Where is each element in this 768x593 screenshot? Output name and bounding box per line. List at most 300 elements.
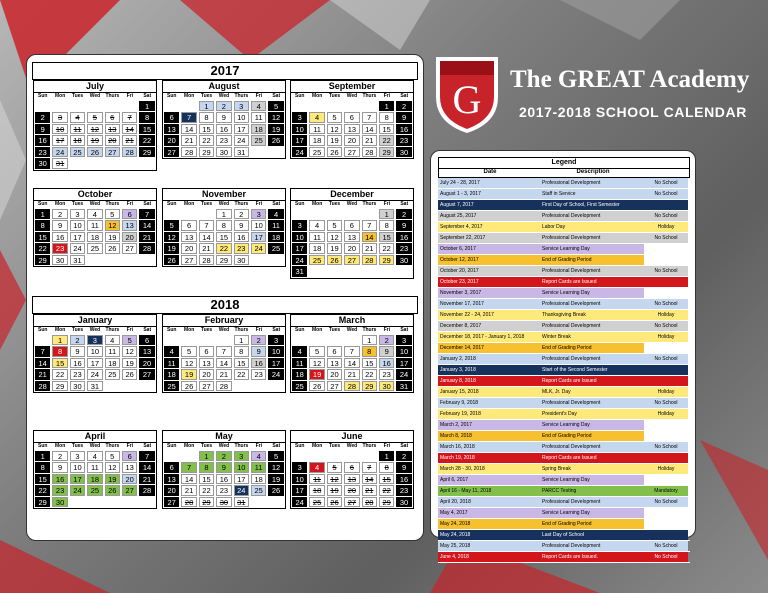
legend-row bbox=[438, 541, 690, 552]
week-row bbox=[291, 243, 413, 255]
day-cell: 14 bbox=[344, 358, 359, 369]
weekday-label: Wed bbox=[346, 93, 358, 99]
legend-row bbox=[438, 222, 690, 233]
day-cell: 20 bbox=[139, 358, 154, 369]
month-september bbox=[290, 80, 414, 159]
legend-date: April 6, 2017 bbox=[438, 475, 540, 485]
day-cell: 21 bbox=[181, 485, 196, 496]
weekday-label: Thurs bbox=[362, 93, 377, 99]
legend-row bbox=[438, 486, 690, 497]
week-row bbox=[163, 380, 285, 392]
day-cell: 17 bbox=[292, 243, 307, 254]
legend-date: February 9, 2018 bbox=[438, 398, 540, 408]
weekday-label: Tues bbox=[71, 327, 84, 333]
month-december bbox=[290, 188, 414, 279]
weekday-label: Mon bbox=[311, 93, 323, 99]
day-cell: 7 bbox=[139, 209, 154, 220]
day-cell: 17 bbox=[292, 485, 307, 496]
day-cell: 7 bbox=[139, 451, 154, 462]
weekday-header bbox=[163, 93, 285, 100]
day-cell: 13 bbox=[105, 124, 120, 135]
legend-description: Start of the Second Semester bbox=[540, 365, 644, 375]
legend-description: End of Grading Period bbox=[540, 343, 644, 353]
day-cell: 20 bbox=[122, 474, 137, 485]
legend-date: July 24 - 28, 2017 bbox=[438, 178, 540, 188]
day-cell: 23 bbox=[396, 135, 411, 146]
day-cell: 7 bbox=[344, 346, 359, 357]
weekday-label: Tues bbox=[200, 327, 213, 333]
day-cell: 10 bbox=[52, 124, 67, 135]
legend-row bbox=[438, 288, 690, 299]
day-cell: 28 bbox=[362, 255, 377, 266]
day-cell: 1 bbox=[362, 335, 377, 346]
day-cell: 20 bbox=[164, 485, 179, 496]
legend-row bbox=[438, 310, 690, 321]
weekday-label: Sat bbox=[400, 93, 409, 99]
day-cell: 18 bbox=[268, 232, 283, 243]
week-row bbox=[291, 112, 413, 124]
weekday-label: Mon bbox=[183, 327, 195, 333]
day-cell: 29 bbox=[35, 255, 50, 266]
legend-row bbox=[438, 354, 690, 365]
day-cell: 17 bbox=[87, 358, 102, 369]
day-cell: 3 bbox=[87, 335, 102, 346]
day-cell: 24 bbox=[70, 243, 85, 254]
weekday-label: Sat bbox=[272, 93, 281, 99]
day-cell: 9 bbox=[52, 220, 67, 231]
legend-note bbox=[644, 277, 688, 287]
week-row bbox=[163, 496, 285, 508]
day-cell: 19 bbox=[268, 124, 283, 135]
empty-day bbox=[251, 147, 266, 158]
day-cell: 26 bbox=[164, 255, 179, 266]
legend-note: No School bbox=[644, 541, 688, 551]
day-cell: 5 bbox=[327, 462, 342, 473]
day-cell: 2 bbox=[396, 209, 411, 220]
empty-day bbox=[139, 255, 154, 266]
month-name: November bbox=[163, 189, 285, 201]
day-cell: 6 bbox=[164, 112, 179, 123]
legend-note: No School bbox=[644, 398, 688, 408]
day-cell: 20 bbox=[344, 135, 359, 146]
week-row bbox=[34, 450, 156, 462]
day-cell: 26 bbox=[309, 381, 324, 392]
day-cell: 19 bbox=[105, 474, 120, 485]
day-cell: 15 bbox=[216, 232, 231, 243]
day-cell: 16 bbox=[379, 358, 394, 369]
day-cell: 12 bbox=[181, 358, 196, 369]
day-cell: 19 bbox=[327, 485, 342, 496]
day-cell: 19 bbox=[181, 369, 196, 380]
weekday-label: Fri bbox=[255, 327, 263, 333]
day-cell: 4 bbox=[309, 220, 324, 231]
day-cell: 16 bbox=[35, 135, 50, 146]
day-cell: 11 bbox=[87, 462, 102, 473]
legend-row bbox=[438, 299, 690, 310]
weekday-label: Thurs bbox=[234, 201, 249, 207]
empty-day bbox=[344, 451, 359, 462]
legend-description: Professional Development bbox=[540, 233, 644, 243]
day-cell: 15 bbox=[379, 232, 394, 243]
legend-description: Last Day of School bbox=[540, 530, 644, 540]
day-cell: 29 bbox=[379, 497, 394, 508]
day-cell: 1 bbox=[234, 335, 249, 346]
empty-day bbox=[344, 101, 359, 112]
weekday-header bbox=[34, 327, 156, 334]
day-cell: 13 bbox=[139, 346, 154, 357]
legend-note: No School bbox=[644, 442, 688, 452]
day-cell: 3 bbox=[52, 112, 67, 123]
weekday-label: Tues bbox=[71, 201, 84, 207]
empty-day bbox=[35, 335, 50, 346]
empty-day bbox=[362, 101, 377, 112]
day-cell: 6 bbox=[139, 335, 154, 346]
legend-date: December 8, 2017 bbox=[438, 321, 540, 331]
day-cell: 14 bbox=[199, 232, 214, 243]
day-cell: 7 bbox=[362, 220, 377, 231]
legend-row bbox=[438, 508, 690, 519]
empty-day bbox=[268, 497, 283, 508]
legend-description: Service Learning Day bbox=[540, 508, 644, 518]
legend-note bbox=[644, 200, 688, 210]
day-cell: 16 bbox=[234, 232, 249, 243]
legend-date: October 23, 2017 bbox=[438, 277, 540, 287]
school-name: The GREAT Academy bbox=[510, 66, 750, 93]
day-cell: 6 bbox=[164, 462, 179, 473]
day-cell: 3 bbox=[292, 112, 307, 123]
legend-row bbox=[438, 552, 690, 563]
weekday-label: Sun bbox=[294, 443, 305, 449]
day-cell: 10 bbox=[292, 474, 307, 485]
day-cell: 28 bbox=[216, 381, 231, 392]
weekday-header bbox=[291, 93, 413, 100]
legend-row bbox=[438, 420, 690, 431]
day-cell: 20 bbox=[199, 369, 214, 380]
day-cell: 2 bbox=[216, 101, 231, 112]
day-cell: 2 bbox=[251, 335, 266, 346]
day-cell: 25 bbox=[87, 485, 102, 496]
weekday-label: Thurs bbox=[234, 93, 249, 99]
day-cell: 10 bbox=[234, 112, 249, 123]
weekday-label: Thurs bbox=[105, 93, 120, 99]
day-cell: 26 bbox=[122, 369, 137, 380]
legend-description: Professional Development bbox=[540, 321, 644, 331]
empty-day bbox=[70, 497, 85, 508]
day-cell: 11 bbox=[268, 220, 283, 231]
empty-day bbox=[309, 451, 324, 462]
weekday-header bbox=[34, 201, 156, 208]
week-row bbox=[34, 357, 156, 369]
day-cell: 15 bbox=[35, 232, 50, 243]
legend-description: Spring Break bbox=[540, 464, 644, 474]
empty-day bbox=[122, 381, 137, 392]
legend-date: February 19, 2018 bbox=[438, 409, 540, 419]
day-cell: 17 bbox=[251, 232, 266, 243]
week-row bbox=[163, 473, 285, 485]
day-cell: 8 bbox=[216, 220, 231, 231]
empty-day bbox=[181, 335, 196, 346]
day-cell: 23 bbox=[234, 243, 249, 254]
legend-date: January 3, 2018 bbox=[438, 365, 540, 375]
day-cell: 24 bbox=[292, 497, 307, 508]
day-cell: 24 bbox=[52, 147, 67, 158]
day-cell: 24 bbox=[292, 147, 307, 158]
day-cell: 2 bbox=[52, 451, 67, 462]
day-cell: 23 bbox=[70, 369, 85, 380]
week-row bbox=[291, 146, 413, 158]
empty-day bbox=[164, 101, 179, 112]
empty-day bbox=[199, 209, 214, 220]
month-july bbox=[33, 80, 157, 171]
day-cell: 23 bbox=[216, 485, 231, 496]
empty-day bbox=[327, 335, 342, 346]
weekday-label: Sat bbox=[143, 201, 152, 207]
legend-date: August 7, 2017 bbox=[438, 200, 540, 210]
day-cell: 8 bbox=[35, 462, 50, 473]
weekday-header bbox=[34, 443, 156, 450]
legend-note bbox=[644, 365, 688, 375]
day-cell: 4 bbox=[251, 451, 266, 462]
legend-description: Labor Day bbox=[540, 222, 644, 232]
day-cell: 31 bbox=[234, 497, 249, 508]
day-cell: 21 bbox=[216, 369, 231, 380]
weekday-label: Tues bbox=[328, 93, 341, 99]
weekday-label: Wed bbox=[89, 443, 101, 449]
day-cell: 13 bbox=[199, 358, 214, 369]
legend-date: October 12, 2017 bbox=[438, 255, 540, 265]
school-shield-logo bbox=[434, 55, 500, 135]
day-cell: 26 bbox=[105, 485, 120, 496]
weekday-label: Mon bbox=[183, 201, 195, 207]
day-cell: 31 bbox=[234, 147, 249, 158]
day-cell: 8 bbox=[199, 462, 214, 473]
week-row bbox=[291, 135, 413, 147]
weekday-label: Wed bbox=[218, 201, 230, 207]
legend-note: No School bbox=[644, 354, 688, 364]
weekday-label: Thurs bbox=[234, 443, 249, 449]
week-row bbox=[163, 357, 285, 369]
empty-day bbox=[309, 101, 324, 112]
legend-row bbox=[438, 497, 690, 508]
day-cell: 18 bbox=[164, 369, 179, 380]
day-cell: 5 bbox=[105, 209, 120, 220]
day-cell: 1 bbox=[52, 335, 67, 346]
day-cell: 27 bbox=[344, 147, 359, 158]
day-cell: 19 bbox=[309, 369, 324, 380]
empty-day bbox=[139, 381, 154, 392]
week-row bbox=[34, 485, 156, 497]
legend-note: No School bbox=[644, 497, 688, 507]
empty-day bbox=[268, 147, 283, 158]
legend-row bbox=[438, 453, 690, 464]
week-row bbox=[291, 266, 413, 278]
day-cell: 20 bbox=[344, 243, 359, 254]
week-row bbox=[34, 231, 156, 243]
day-cell: 21 bbox=[199, 243, 214, 254]
empty-day bbox=[268, 381, 283, 392]
day-cell: 9 bbox=[70, 346, 85, 357]
day-cell: 19 bbox=[327, 135, 342, 146]
day-cell: 26 bbox=[268, 135, 283, 146]
day-cell: 16 bbox=[216, 124, 231, 135]
empty-day bbox=[327, 209, 342, 220]
legend-note: No School bbox=[644, 233, 688, 243]
day-cell: 1 bbox=[379, 209, 394, 220]
week-row bbox=[34, 334, 156, 346]
day-cell: 25 bbox=[268, 243, 283, 254]
empty-day bbox=[70, 158, 85, 169]
day-cell: 7 bbox=[35, 346, 50, 357]
day-cell: 9 bbox=[396, 112, 411, 123]
week-row bbox=[291, 334, 413, 346]
day-cell: 21 bbox=[344, 369, 359, 380]
day-cell: 28 bbox=[139, 243, 154, 254]
day-cell: 22 bbox=[379, 485, 394, 496]
day-cell: 3 bbox=[70, 209, 85, 220]
weekday-label: Sun bbox=[37, 93, 48, 99]
day-cell: 16 bbox=[52, 232, 67, 243]
month-june bbox=[290, 430, 414, 509]
legend-note: Holiday bbox=[644, 332, 688, 342]
day-cell: 26 bbox=[327, 497, 342, 508]
day-cell: 15 bbox=[139, 124, 154, 135]
legend-row bbox=[438, 475, 690, 486]
day-cell: 25 bbox=[309, 147, 324, 158]
legend-date: December 14, 2017 bbox=[438, 343, 540, 353]
day-cell: 27 bbox=[344, 497, 359, 508]
legend-row bbox=[438, 255, 690, 266]
weekday-label: Wed bbox=[89, 201, 101, 207]
week-row bbox=[34, 243, 156, 255]
weekday-label: Tues bbox=[71, 93, 84, 99]
weekday-header bbox=[163, 327, 285, 334]
day-cell: 17 bbox=[292, 135, 307, 146]
legend-date: May 4, 2017 bbox=[438, 508, 540, 518]
legend-note bbox=[644, 519, 688, 529]
weekday-label: Fri bbox=[383, 443, 391, 449]
week-row bbox=[163, 123, 285, 135]
empty-day bbox=[362, 266, 377, 277]
day-cell: 12 bbox=[105, 462, 120, 473]
day-cell: 30 bbox=[216, 497, 231, 508]
legend-note bbox=[644, 244, 688, 254]
weekday-header bbox=[291, 327, 413, 334]
day-cell: 15 bbox=[379, 124, 394, 135]
legend-row bbox=[438, 442, 690, 453]
day-cell: 27 bbox=[199, 381, 214, 392]
day-cell: 28 bbox=[35, 381, 50, 392]
weekday-label: Sun bbox=[294, 201, 305, 207]
legend-row bbox=[438, 200, 690, 211]
legend-note bbox=[644, 475, 688, 485]
weekday-label: Sat bbox=[143, 327, 152, 333]
legend-description: Professional Development bbox=[540, 354, 644, 364]
day-cell: 10 bbox=[292, 124, 307, 135]
month-february bbox=[162, 314, 286, 393]
day-cell: 17 bbox=[234, 474, 249, 485]
day-cell: 2 bbox=[234, 209, 249, 220]
day-cell: 18 bbox=[251, 474, 266, 485]
empty-day bbox=[251, 255, 266, 266]
day-cell: 10 bbox=[70, 220, 85, 231]
legend-note: Holiday bbox=[644, 310, 688, 320]
day-cell: 26 bbox=[327, 147, 342, 158]
day-cell: 31 bbox=[70, 255, 85, 266]
day-cell: 24 bbox=[234, 135, 249, 146]
day-cell: 10 bbox=[251, 220, 266, 231]
month-name: September bbox=[291, 81, 413, 93]
day-cell: 19 bbox=[327, 243, 342, 254]
week-row bbox=[291, 208, 413, 220]
day-cell: 16 bbox=[52, 474, 67, 485]
day-cell: 1 bbox=[139, 101, 154, 112]
day-cell: 6 bbox=[344, 220, 359, 231]
day-cell: 1 bbox=[35, 209, 50, 220]
legend-description: Report Cards are Issued bbox=[540, 453, 644, 463]
weekday-label: Thurs bbox=[362, 443, 377, 449]
day-cell: 6 bbox=[344, 112, 359, 123]
day-cell: 11 bbox=[292, 358, 307, 369]
day-cell: 3 bbox=[251, 209, 266, 220]
legend-col-date: Date bbox=[483, 169, 497, 175]
empty-day bbox=[309, 266, 324, 277]
year-2018-heading: 2018 bbox=[32, 296, 418, 314]
day-cell: 23 bbox=[251, 369, 266, 380]
day-cell: 30 bbox=[234, 255, 249, 266]
week-row bbox=[163, 100, 285, 112]
weekday-label: Wed bbox=[346, 201, 358, 207]
day-cell: 31 bbox=[396, 381, 411, 392]
legend-description: Professional Development bbox=[540, 266, 644, 276]
legend-date: September 22, 2017 bbox=[438, 233, 540, 243]
weekday-label: Fri bbox=[126, 443, 134, 449]
day-cell: 9 bbox=[396, 462, 411, 473]
empty-day bbox=[292, 101, 307, 112]
day-cell: 14 bbox=[139, 462, 154, 473]
empty-day bbox=[344, 266, 359, 277]
weekday-label: Sun bbox=[37, 443, 48, 449]
legend-row bbox=[438, 233, 690, 244]
weekday-label: Mon bbox=[54, 201, 66, 207]
day-cell: 30 bbox=[216, 147, 231, 158]
legend-note: Holiday bbox=[644, 222, 688, 232]
day-cell: 14 bbox=[139, 220, 154, 231]
week-row bbox=[34, 100, 156, 112]
year-2017-heading: 2017 bbox=[32, 62, 418, 80]
legend-date: June 4, 2018 bbox=[438, 552, 540, 562]
empty-day bbox=[105, 381, 120, 392]
day-cell: 5 bbox=[327, 220, 342, 231]
empty-day bbox=[87, 158, 102, 169]
day-cell: 16 bbox=[251, 358, 266, 369]
day-cell: 11 bbox=[251, 112, 266, 123]
week-row bbox=[34, 462, 156, 474]
day-cell: 28 bbox=[344, 381, 359, 392]
weekday-label: Tues bbox=[328, 201, 341, 207]
weekday-label: Sun bbox=[294, 327, 305, 333]
day-cell: 10 bbox=[87, 346, 102, 357]
day-cell: 14 bbox=[362, 124, 377, 135]
calendar-subtitle: 2017-2018 SCHOOL CALENDAR bbox=[519, 104, 747, 120]
day-cell: 11 bbox=[309, 474, 324, 485]
day-cell: 10 bbox=[396, 346, 411, 357]
week-row bbox=[34, 346, 156, 358]
weekday-label: Sun bbox=[37, 327, 48, 333]
day-cell: 9 bbox=[216, 462, 231, 473]
month-name: February bbox=[163, 315, 285, 327]
day-cell: 8 bbox=[362, 346, 377, 357]
day-cell: 15 bbox=[379, 474, 394, 485]
